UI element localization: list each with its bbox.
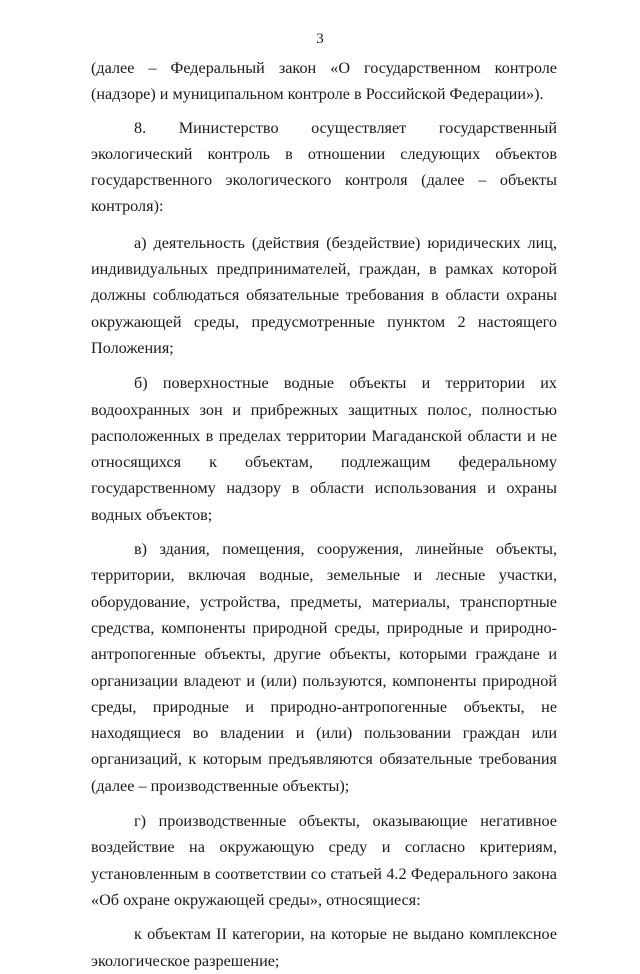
- paragraph-federal-law-reference: (далее – Федеральный закон «О государственном контроле (надзоре) и муниципальном контроле в Российской Федерации»).: [91, 59, 557, 104]
- document-body: [91, 55, 557, 974]
- paragraph-subitem-b: б) поверхностные водные объекты и территории их водоохранных зон и прибрежных защитных полос, полностью расположенных в пределах территории Магаданской области и не относящихся к объектам, подлежащим федеральному государственному надзору в области использования и охраны водных объектов;: [91, 374, 557, 524]
- paragraph-subitem-a: а) деятельность (действия (бездействие) юридических лиц, индивидуальных предпринимателей, граждан, в рамках которой должны соблюдаться обязательные требования в области охраны окружающей среды, предусмотренные пунктом 2 настоящего Положения;: [91, 233, 557, 357]
- paragraph-subitem-v: в) здания, помещения, сооружения, линейные объекты, территории, включая водные, земельные и лесные участки, оборудование, устройства, предметы, материалы, транспортные средства, компоненты природной среды, природные и природно-антропогенные объекты, другие объекты, которыми граждане и организации владеют и (или) пользуются, компоненты природной среды, природные и природно-антропогенные объекты, не находящиеся во владении и (или) пользовании граждан или организаций, к которым предъявляются обязательные требования (далее – производственные объекты);: [91, 540, 557, 795]
- paragraph-subitem-g: г) производственные объекты, оказывающие негативное воздействие на окружающую среду и согласно критериям, установленным в соответствии со статьей 4.2 Федерального закона «Об охране окружающей среды», относящиеся:: [91, 812, 557, 909]
- paragraph-category-2-objects: к объектам II категории, на которые не выдано комплексное экологическое разрешение;: [91, 925, 557, 970]
- paragraph-item-8: 8. Министерство осуществляет государственный экологический контроль в отношении следующих объектов государственного экологического контроля (далее – объекты контроля):: [91, 118, 557, 216]
- page-number: 3: [316, 31, 324, 47]
